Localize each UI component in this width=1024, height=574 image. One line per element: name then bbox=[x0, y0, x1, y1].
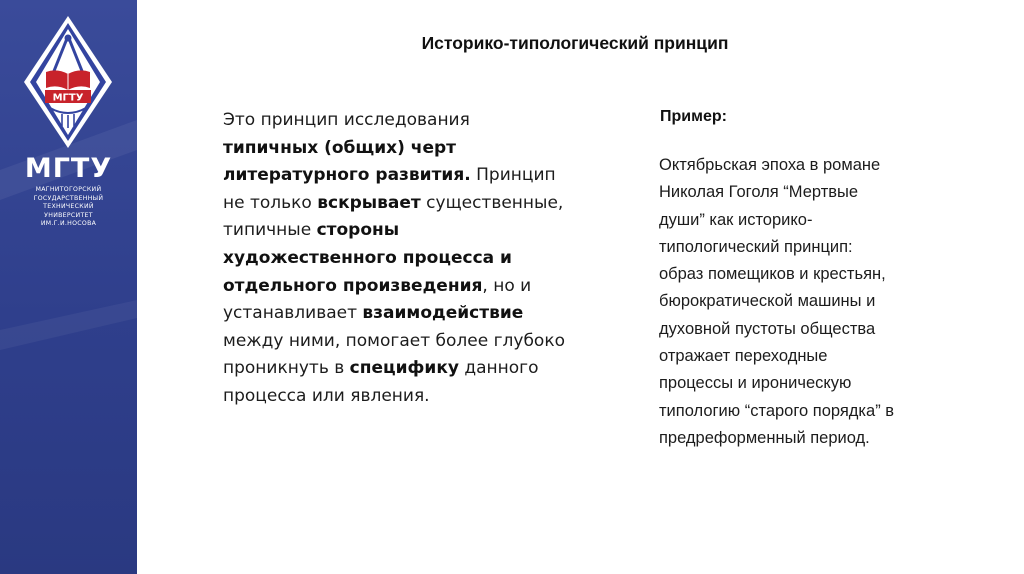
description-emphasis: взаимодействие bbox=[362, 303, 524, 324]
description-emphasis: вскрывает bbox=[317, 192, 421, 213]
sidebar-band bbox=[0, 0, 137, 574]
description-emphasis: специфику bbox=[349, 358, 459, 379]
example-line: души” как историко- bbox=[659, 210, 813, 229]
example-line: отражает переходные bbox=[659, 347, 828, 366]
university-wordmark: МГТУ bbox=[24, 153, 113, 184]
university-emblem-icon bbox=[22, 14, 114, 150]
description-text: данного процесса или явления. bbox=[223, 358, 539, 406]
description-text: , но и устанавливает bbox=[223, 275, 532, 324]
emblem-label: МГТУ bbox=[52, 92, 84, 104]
university-name-line: ИМ.Г.И.НОСОВА bbox=[40, 220, 97, 228]
example-heading: Пример: bbox=[660, 108, 727, 125]
description-emphasis: типичных (общих) черт литературного развития. bbox=[223, 137, 471, 186]
description-text: существенные, типичные bbox=[223, 192, 564, 241]
description-text: Это принцип исследования bbox=[223, 110, 470, 130]
example-line: духовной пустоты общества bbox=[659, 319, 876, 338]
slide-title: Историко-типологический принцип bbox=[421, 33, 729, 53]
university-name-line: ТЕХНИЧЕСКИЙ bbox=[43, 203, 94, 211]
example-line: типологию “старого порядка” в bbox=[659, 401, 895, 420]
example-body bbox=[659, 152, 989, 452]
example-line: процессы и ироническую bbox=[659, 374, 852, 393]
university-name-line: ГОСУДАРСТВЕННЫЙ bbox=[33, 194, 104, 202]
university-name-line: МАГНИТОГОРСКИЙ bbox=[35, 186, 102, 193]
description-emphasis: стороны художественного процесса и отдельного произведения bbox=[223, 220, 512, 296]
university-full-name bbox=[0, 186, 137, 229]
principle-description bbox=[223, 107, 568, 411]
example-line: бюрократической машины и bbox=[659, 292, 876, 311]
university-name-line: УНИВЕРСИТЕТ bbox=[44, 211, 93, 219]
example-line: типологический принцип: bbox=[659, 237, 853, 256]
description-text: Принцип не только bbox=[223, 165, 556, 213]
example-line: Октябрьская эпоха в романе bbox=[659, 156, 881, 174]
example-line: предреформенный период. bbox=[659, 428, 870, 447]
description-text: между ними, помогает более глубоко проникнуть в bbox=[223, 330, 566, 379]
example-line: образ помещиков и крестьян, bbox=[659, 265, 886, 284]
example-line: Николая Гоголя “Мертвые bbox=[659, 183, 859, 202]
